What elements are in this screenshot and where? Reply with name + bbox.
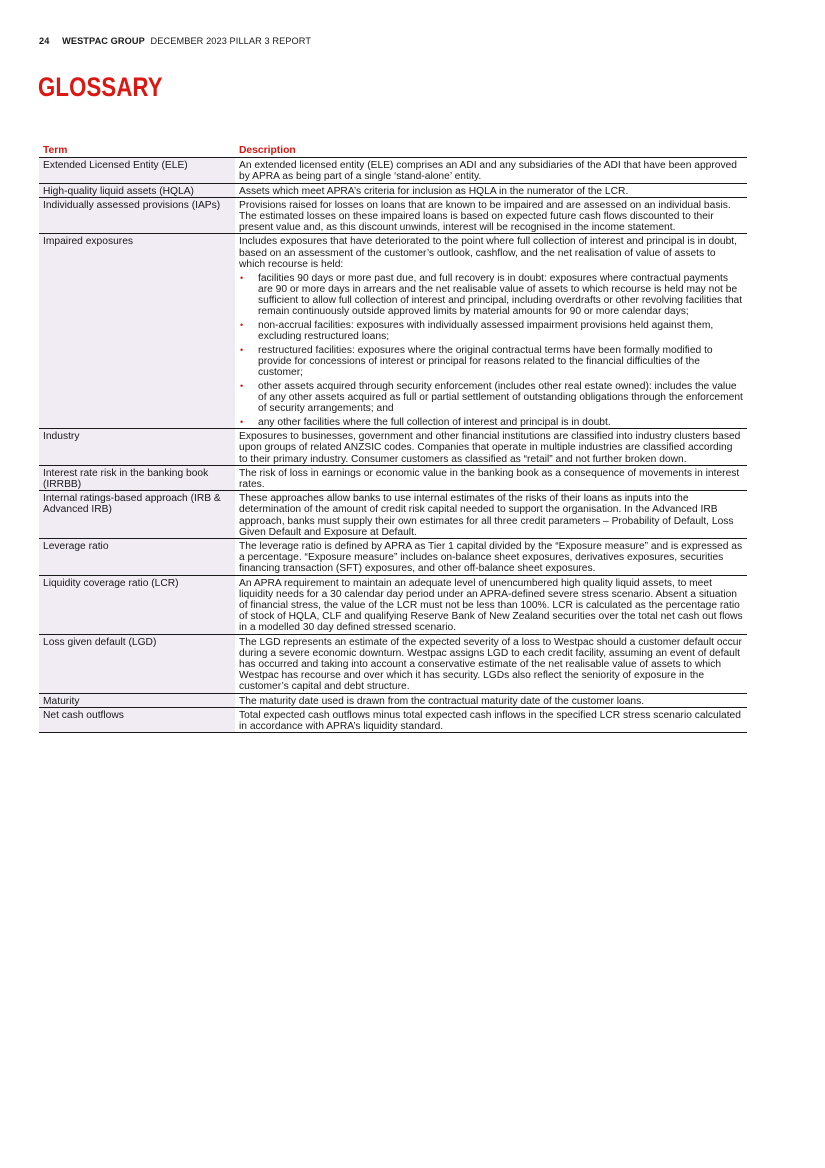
glossary-description: Assets which meet APRA’s criteria for inclusion as HQLA in the numerator of the LCR.	[239, 185, 629, 197]
page-header	[39, 36, 311, 46]
table-row	[39, 429, 747, 466]
term-column-header: Term	[39, 143, 235, 158]
glossary-description-cell	[235, 158, 747, 183]
glossary-description-cell	[235, 429, 747, 466]
glossary-description-cell	[235, 465, 747, 490]
bullet-text: any other facilities where the full collection of interest and principal is in doubt.	[258, 416, 611, 428]
table-row	[39, 158, 747, 183]
table-row	[39, 234, 747, 429]
glossary-table	[39, 143, 747, 733]
glossary-description: Includes exposures that have deteriorated to the point where full collection of interest and principal is in doubt, based on an assessment of the customer’s outlook, cashflow, and the net realisation of value of assets to which recourse is held:	[239, 236, 737, 270]
glossary-description-cell	[235, 197, 747, 234]
glossary-term: High-quality liquid assets (HQLA)	[39, 183, 235, 197]
bullet-list	[239, 273, 743, 429]
table-row	[39, 183, 747, 197]
report-title: DECEMBER 2023 PILLAR 3 REPORT	[150, 36, 312, 46]
page-title: GLOSSARY	[38, 72, 163, 102]
bullet-text: non-accrual facilities: exposures with individually assessed impairment provisions held against them, excluding restructured loans;	[258, 319, 714, 343]
glossary-description: The LGD represents an estimate of the expected severity of a loss to Westpac should a customer default occur during a severe economic downturn. Westpac assigns LGD to each credit facility, assuming an event of default has occurred and taking into account a conservative estimate of the net realisable value of assets to which Westpac has recourse and over which it has security. LGDs also reflect the seniority of exposure in the customer’s capital and debt structure.	[239, 636, 742, 693]
bullet-text: restructured facilities: exposures where the original contractual terms have been formally modified to provide for concessions of interest or principal for reasons related to the financial difficulties of the customer;	[258, 344, 713, 379]
glossary-term: Interest rate risk in the banking book (IRRBB)	[39, 465, 235, 490]
table-row	[39, 491, 747, 539]
table-row	[39, 465, 747, 490]
glossary-term: Leverage ratio	[39, 539, 235, 576]
description-column-header: Description	[235, 143, 747, 158]
glossary-description-cell	[235, 693, 747, 707]
bullet-text: other assets acquired through security enforcement (includes other real estate owned): includes the value of any other assets acquired as full or partial settlement of outstanding obligations through the enforcement of security arrangements; and	[258, 380, 743, 415]
glossary-description: An extended licensed entity (ELE) comprises an ADI and any subsidiaries of the ADI that have been approved by APRA as being part of a single ‘stand-alone’ entity.	[239, 160, 737, 183]
glossary-description-cell	[235, 491, 747, 539]
glossary-term: Extended Licensed Entity (ELE)	[39, 158, 235, 183]
table-row	[39, 539, 747, 576]
glossary-description: The leverage ratio is defined by APRA as Tier 1 capital divided by the “Exposure measure” and is expressed as a percentage. “Exposure measure” includes on-balance sheet exposures, derivatives exposures, securities financing transaction (SFT) exposures, and other off-balance sheet exposures.	[239, 541, 743, 575]
glossary-description-cell	[235, 183, 747, 197]
glossary-description: The risk of loss in earnings or economic value in the banking book as a consequence of movements in interest rates.	[239, 467, 740, 490]
glossary-term: Maturity	[39, 693, 235, 707]
glossary-term: Internal ratings-based approach (IRB & Advanced IRB)	[39, 491, 235, 539]
glossary-description-cell	[235, 634, 747, 693]
bullet-icon: •	[240, 416, 244, 427]
glossary-description: Total expected cash outflows minus total expected cash inflows in the specified LCR stress scenario calculated in accordance with APRA’s liquidity standard.	[239, 709, 741, 733]
bullet-text: facilities 90 days or more past due, and full recovery is in doubt: exposures where contractual payments are 90 or more days in arrears and the net realisable value of assets to which recourse is held may not be sufficient to allow full collection of interest and principal, including overdrafts or other revolving facilities that remain continuously outside approved limits by material amounts for 90 or more calendar days;	[258, 272, 743, 318]
brand-name: WESTPAC GROUP	[62, 36, 145, 46]
bullet-item	[239, 273, 743, 318]
glossary-description: The maturity date used is drawn from the contractual maturity date of the customer loans.	[239, 695, 645, 707]
glossary-description-cell	[235, 234, 747, 429]
page-number: 24	[39, 36, 50, 46]
bullet-item	[239, 345, 743, 379]
bullet-icon: •	[240, 380, 244, 391]
glossary-term: Net cash outflows	[39, 707, 235, 732]
glossary-term: Industry	[39, 429, 235, 466]
glossary-description-cell	[235, 707, 747, 732]
glossary-description-cell	[235, 539, 747, 576]
table-row	[39, 634, 747, 693]
glossary-term: Loss given default (LGD)	[39, 634, 235, 693]
table-row	[39, 575, 747, 634]
glossary-description: Exposures to businesses, government and other financial institutions are classified into industry clusters based upon groups of related ANZSIC codes. Companies that operate in multiple industries are classified according to their primary industry. Consumer customers as classified as “retail” and not further broken down.	[239, 431, 741, 465]
bullet-icon: •	[240, 319, 244, 330]
glossary-description-cell	[235, 575, 747, 634]
glossary-description: Provisions raised for losses on loans that are known to be impaired and are assessed on an individual basis. The estimated losses on these impaired loans is based on expected future cash flows discounted to their present value and, as this discount unwinds, interest will be recognised in the income statement.	[239, 199, 731, 234]
table-row	[39, 197, 747, 234]
glossary-description: An APRA requirement to maintain an adequate level of unencumbered high quality liquid assets, to meet liquidity needs for a 30 calendar day period under an APRA-defined severe stress scenario. Absent a situation of financial stress, the value of the LCR must not be less than 100%. LCR is calculated as the percentage ratio of stock of HQLA, CLF and qualifying Reserve Bank of New Zealand securities over the total net cash out flows in a modelled 30 day defined stressed scenario.	[239, 577, 743, 634]
bullet-icon: •	[240, 344, 244, 355]
glossary-term: Individually assessed provisions (IAPs)	[39, 197, 235, 234]
bullet-icon: •	[240, 272, 244, 283]
bullet-item	[239, 320, 743, 342]
bullet-item	[239, 381, 743, 415]
glossary-term: Impaired exposures	[39, 234, 235, 429]
table-row	[39, 707, 747, 732]
table-header-row	[39, 143, 747, 158]
glossary-term: Liquidity coverage ratio (LCR)	[39, 575, 235, 634]
table-row	[39, 693, 747, 707]
glossary-body	[39, 158, 747, 733]
bullet-item	[239, 417, 743, 428]
glossary-description: These approaches allow banks to use internal estimates of the risks of their loans as inputs into the determination of the amount of credit risk capital needed to support the organisation. In the Advanced IRB approach, banks must supply their own estimates for all three credit parameters – Probability of Default, Loss Given Default and Exposure at Default.	[239, 493, 734, 538]
